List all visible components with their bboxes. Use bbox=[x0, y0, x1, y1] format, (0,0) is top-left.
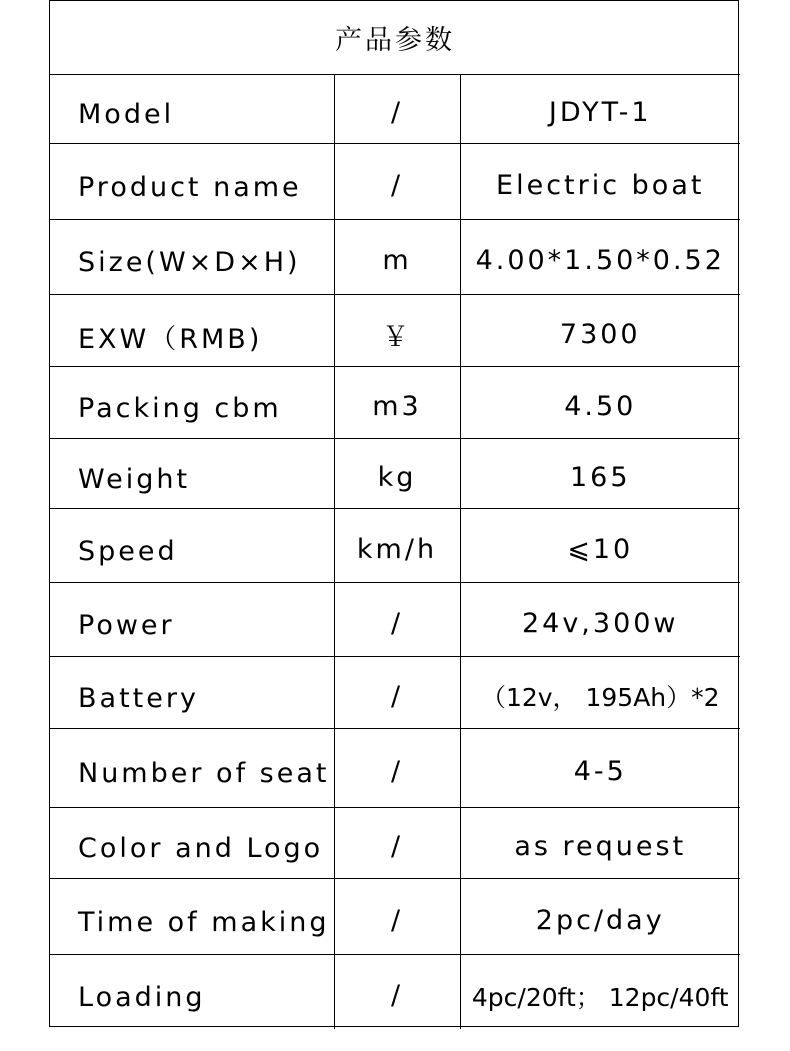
table-row bbox=[50, 366, 740, 438]
row-unit: / bbox=[334, 582, 460, 656]
row-label: Packing cbm bbox=[50, 366, 334, 438]
row-label: Size(W×D×H) bbox=[50, 219, 334, 294]
row-unit: / bbox=[334, 74, 460, 143]
row-unit: kg bbox=[334, 438, 460, 508]
row-label: EXW（RMB) bbox=[50, 294, 334, 366]
row-unit: m3 bbox=[334, 366, 460, 438]
row-unit: / bbox=[334, 143, 460, 219]
table-row bbox=[50, 508, 740, 582]
row-unit: / bbox=[334, 807, 460, 878]
row-label: Loading bbox=[50, 954, 334, 1029]
row-value: 2pc/day bbox=[460, 878, 740, 954]
row-value: 4.00*1.50*0.52 bbox=[460, 219, 740, 294]
table-row bbox=[50, 438, 740, 508]
row-label: Speed bbox=[50, 508, 334, 582]
row-label: Battery bbox=[50, 656, 334, 728]
row-unit: m bbox=[334, 219, 460, 294]
row-unit: / bbox=[334, 728, 460, 807]
row-value: （12v， 195Ah）*2 bbox=[460, 656, 740, 728]
row-value: Electric boat bbox=[460, 143, 740, 219]
row-value: 4pc/20ft； 12pc/40ft bbox=[460, 954, 740, 1029]
row-unit: ￥ bbox=[334, 294, 460, 366]
table-row bbox=[50, 582, 740, 656]
table-row bbox=[50, 878, 740, 954]
table-row bbox=[50, 143, 740, 219]
row-value: as request bbox=[460, 807, 740, 878]
row-value: 24v,300w bbox=[460, 582, 740, 656]
row-label: Number of seat bbox=[50, 728, 334, 807]
table-title: 产品参数 bbox=[50, 1, 740, 74]
table-row bbox=[50, 656, 740, 728]
row-label: Time of making bbox=[50, 878, 334, 954]
row-value: 4-5 bbox=[460, 728, 740, 807]
table-row bbox=[50, 294, 740, 366]
table-header-row bbox=[50, 1, 740, 74]
table-row bbox=[50, 74, 740, 143]
row-label: Model bbox=[50, 74, 334, 143]
spec-sheet bbox=[49, 0, 739, 1027]
table-row bbox=[50, 728, 740, 807]
row-value: ⩽10 bbox=[460, 508, 740, 582]
table-row bbox=[50, 807, 740, 878]
row-value: 7300 bbox=[460, 294, 740, 366]
row-label: Product name bbox=[50, 143, 334, 219]
row-unit: / bbox=[334, 954, 460, 1029]
row-unit: km/h bbox=[334, 508, 460, 582]
product-parameters-table bbox=[50, 1, 740, 1029]
table-row bbox=[50, 219, 740, 294]
row-unit: / bbox=[334, 878, 460, 954]
row-unit: / bbox=[334, 656, 460, 728]
row-value: 165 bbox=[460, 438, 740, 508]
table-row bbox=[50, 954, 740, 1029]
row-label: Power bbox=[50, 582, 334, 656]
row-value: 4.50 bbox=[460, 366, 740, 438]
row-value: JDYT-1 bbox=[460, 74, 740, 143]
row-label: Weight bbox=[50, 438, 334, 508]
row-label: Color and Logo bbox=[50, 807, 334, 878]
